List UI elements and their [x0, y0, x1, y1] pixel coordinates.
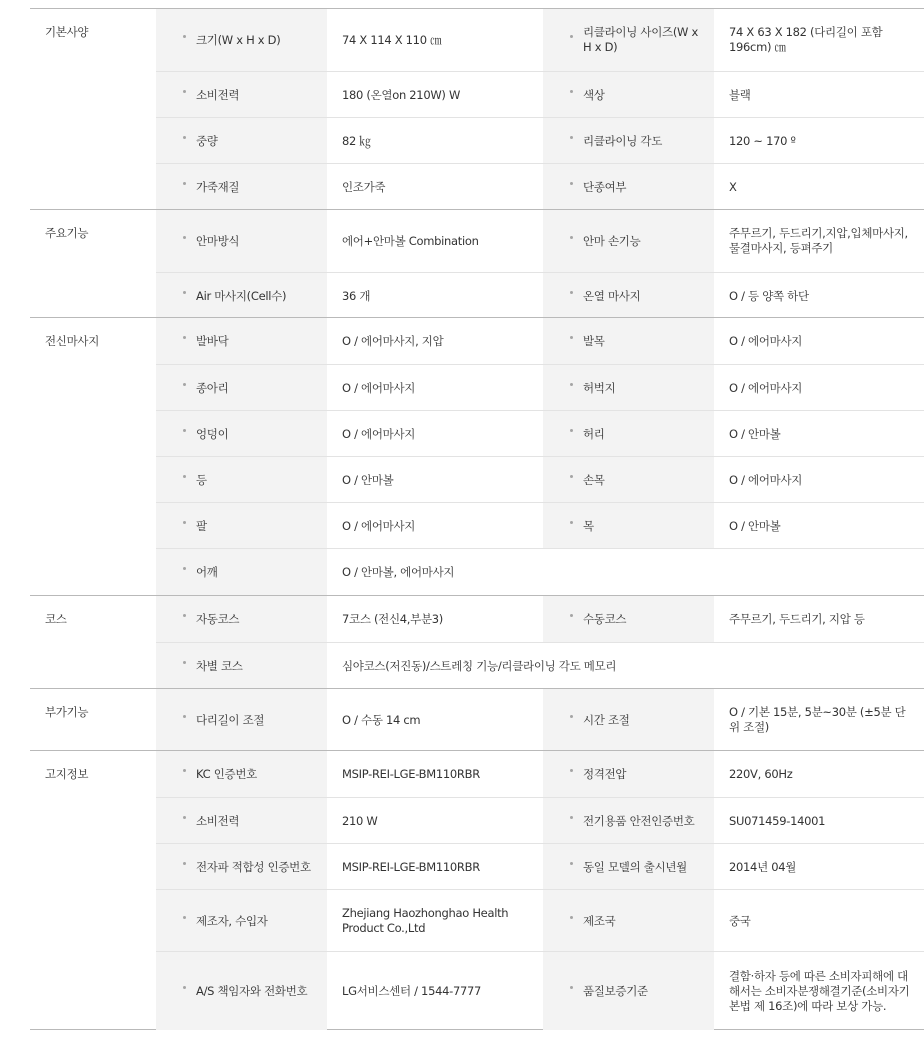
spec-label: 정격전압 [543, 751, 714, 797]
spec-label: 자동코스 [156, 596, 327, 642]
spec-label: 소비전력 [156, 72, 327, 118]
spec-value: 36 개 [342, 288, 371, 303]
spec-row [156, 642, 924, 689]
spec-label: 시간 조절 [543, 689, 714, 751]
spec-value: 82 ㎏ [342, 133, 371, 148]
spec-value: O / 에어마사지 [342, 380, 416, 395]
section-category: 주요기능 [45, 226, 89, 240]
spec-value: 74 X 114 X 110 ㎝ [342, 32, 442, 47]
spec-label: 종아리 [156, 365, 327, 411]
spec-section [30, 8, 924, 209]
spec-value: O / 등 양쪽 하단 [729, 288, 809, 303]
spec-row [156, 797, 924, 844]
spec-label: 전자파 적합성 인증번호 [156, 844, 327, 890]
spec-section [30, 688, 924, 751]
spec-label: Air 마사지(Cell수) [156, 273, 327, 319]
spec-value: O / 에어마사지 [342, 518, 416, 533]
spec-section [30, 209, 924, 318]
spec-row [156, 210, 924, 272]
spec-value: SU071459-14001 [729, 813, 826, 828]
spec-label: 등 [156, 457, 327, 503]
spec-value: 180 (온열on 210W) W [342, 87, 461, 102]
spec-label: 안마방식 [156, 210, 327, 272]
spec-value: O / 안마볼 [729, 426, 781, 441]
spec-row [156, 9, 924, 71]
spec-label: 허벅지 [543, 365, 714, 411]
spec-value: O / 안마볼 [729, 518, 781, 533]
spec-row [156, 364, 924, 411]
spec-row [156, 410, 924, 457]
spec-row [156, 502, 924, 549]
spec-value: LG서비스센터 / 1544-7777 [342, 983, 482, 998]
section-category: 부가기능 [45, 705, 89, 719]
spec-label: 동일 모델의 출시년월 [543, 844, 714, 890]
spec-value: O / 안마볼, 에어마사지 [342, 564, 455, 579]
spec-row [156, 548, 924, 595]
spec-value: 블랙 [729, 87, 751, 102]
section-category: 코스 [45, 612, 67, 626]
spec-label: 리클라이닝 사이즈(W x H x D) [543, 9, 714, 71]
spec-label: 중량 [156, 118, 327, 164]
spec-row [156, 951, 924, 1030]
section-category: 기본사양 [45, 25, 89, 39]
spec-value: 에어+안마볼 Combination [342, 233, 479, 248]
spec-row [156, 596, 924, 642]
spec-value: 74 X 63 X 182 (다리길이 포함 196cm) ㎝ [729, 25, 883, 54]
spec-row [156, 163, 924, 210]
spec-label: 온열 마사지 [543, 273, 714, 319]
spec-value: O / 에어마사지 [729, 333, 803, 348]
spec-value: 220V, 60Hz [729, 766, 793, 781]
spec-section [30, 595, 924, 688]
spec-label: 품질보증기준 [543, 952, 714, 1030]
spec-value: 결함·하자 등에 따른 소비자피해에 대해서는 소비자분쟁해결기준(소비자기본법 제 16조)에 따라 보상 가능. [729, 968, 910, 1013]
spec-value: MSIP-REI-LGE-BM110RBR [342, 766, 480, 781]
spec-value: O / 안마볼 [342, 472, 394, 487]
spec-row [156, 889, 924, 952]
spec-value: O / 에어마사지, 지압 [342, 333, 444, 348]
spec-value: 210 W [342, 813, 378, 828]
spec-label: 손목 [543, 457, 714, 503]
spec-label: 단종여부 [543, 164, 714, 210]
spec-label: 제조자, 수입자 [156, 890, 327, 952]
spec-label: 발목 [543, 318, 714, 364]
spec-row [156, 117, 924, 164]
spec-value: 120 ~ 170 º [729, 133, 796, 148]
spec-label: 안마 손기능 [543, 210, 714, 272]
spec-value: 주무르기, 두드리기, 지압 등 [729, 611, 865, 626]
spec-value: O / 기본 15분, 5분~30분 (±5분 단위 조절) [729, 705, 906, 734]
spec-row [156, 843, 924, 890]
spec-label: 리클라이닝 각도 [543, 118, 714, 164]
spec-row [156, 751, 924, 797]
spec-label: 가죽재질 [156, 164, 327, 210]
spec-label: 다리길이 조절 [156, 689, 327, 751]
spec-label: 차별 코스 [156, 643, 327, 689]
spec-value: 2014년 04월 [729, 859, 797, 874]
spec-label: 전기용품 안전인증번호 [543, 798, 714, 844]
spec-label: 어깨 [156, 549, 327, 595]
spec-row [156, 272, 924, 319]
spec-label: 엉덩이 [156, 411, 327, 457]
spec-row [156, 456, 924, 503]
spec-value: O / 에어마사지 [729, 472, 803, 487]
spec-label: 크기(W x H x D) [156, 9, 327, 71]
spec-label: 팔 [156, 503, 327, 549]
spec-value: Zhejiang Haozhonghao Health Product Co.,Ltd [342, 906, 509, 935]
spec-label: 허리 [543, 411, 714, 457]
spec-label: 제조국 [543, 890, 714, 952]
spec-label: 소비전력 [156, 798, 327, 844]
spec-value: 인조가죽 [342, 179, 386, 194]
spec-value: 심야코스(저진동)/스트레칭 기능/리클라이닝 각도 메모리 [342, 658, 617, 673]
spec-row [156, 689, 924, 751]
spec-value: O / 수동 14 cm [342, 712, 421, 727]
spec-label: KC 인증번호 [156, 751, 327, 797]
spec-value: 주무르기, 두드리기,지압,입체마사지, 물결마사지, 등펴주기 [729, 226, 908, 255]
spec-value: 중국 [729, 913, 751, 928]
spec-section [30, 317, 924, 594]
spec-value: 7코스 (전신4,부분3) [342, 611, 443, 626]
spec-label: 목 [543, 503, 714, 549]
spec-value: MSIP-REI-LGE-BM110RBR [342, 859, 480, 874]
spec-label: 색상 [543, 72, 714, 118]
section-category: 고지정보 [45, 767, 89, 781]
spec-label: 수동코스 [543, 596, 714, 642]
spec-value: X [729, 179, 737, 194]
spec-label: 발바닥 [156, 318, 327, 364]
spec-row [156, 318, 924, 364]
spec-value: O / 에어마사지 [729, 380, 803, 395]
section-category: 전신마사지 [45, 334, 100, 348]
spec-label: A/S 책임자와 전화번호 [156, 952, 327, 1030]
spec-row [156, 71, 924, 118]
spec-section [30, 750, 924, 1030]
spec-value: O / 에어마사지 [342, 426, 416, 441]
